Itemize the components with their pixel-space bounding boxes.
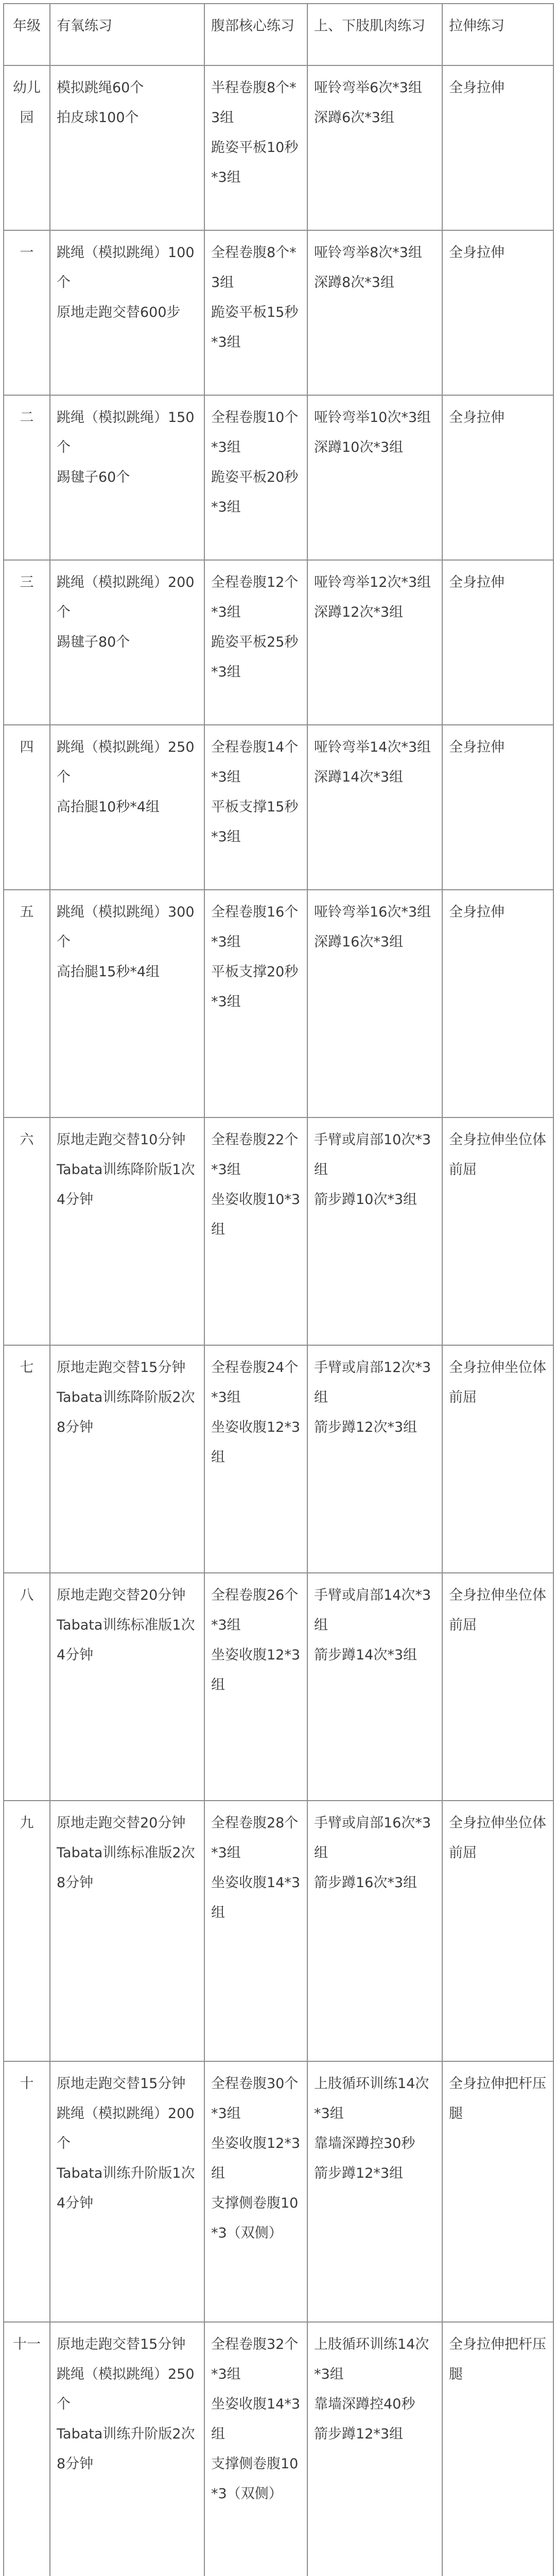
cell-line: 上肢循环训练14次*3组 (314, 2336, 429, 2382)
limb-cell (307, 2061, 442, 2322)
header-aerobic: 有氧练习 (50, 4, 204, 65)
cell-line: 全身拉伸坐位体前屈 (449, 1815, 546, 1861)
cell-line: 靠墙深蹲控40秒 (314, 2396, 415, 2412)
cell-line: 支撑侧卷腹10*3（双侧） (211, 2195, 299, 2241)
limb-cell (307, 890, 442, 1117)
table-row (4, 1801, 553, 2061)
stretch-cell (442, 230, 553, 395)
core-cell (204, 1573, 307, 1801)
limb-cell (307, 1573, 442, 1801)
aerobic-cell (50, 890, 204, 1117)
cell-line: 跳绳（模拟跳绳）100个 (57, 245, 195, 291)
cell-line: 全程卷腹24个*3组 (211, 1360, 299, 1405)
cell-line: 平板支撑15秒*3组 (211, 799, 299, 845)
table-row (4, 1117, 553, 1345)
header-core: 腹部核心练习 (204, 4, 307, 65)
cell-line: 靠墙深蹲控30秒 (314, 2136, 415, 2151)
cell-line: 全程卷腹14个*3组 (211, 739, 299, 785)
cell-line: 坐姿收腹14*3组 (211, 1875, 301, 1921)
aerobic-cell (50, 2322, 204, 2576)
cell-line: 九 (20, 1815, 34, 1831)
limb-cell (307, 230, 442, 395)
grade-cell (4, 395, 50, 560)
cell-line: 全程卷腹28个*3组 (211, 1815, 299, 1861)
cell-line: 十 (20, 2076, 34, 2092)
exercise-table (3, 3, 554, 2576)
stretch-cell (442, 890, 553, 1117)
header-limb: 上、下肢肌肉练习 (307, 4, 442, 65)
cell-line: 全程卷腹30个*3组 (211, 2076, 299, 2122)
cell-line: 全身拉伸把杆压腿 (449, 2076, 546, 2122)
cell-line: 二 (20, 410, 34, 426)
cell-line: 全身拉伸 (449, 739, 505, 755)
cell-line: 跳绳（模拟跳绳）250个 (57, 2366, 195, 2412)
cell-line: 跪姿平板15秒*3组 (211, 304, 299, 350)
cell-line: 哑铃弯举8次*3组 (314, 245, 422, 261)
core-cell (204, 1345, 307, 1573)
grade-cell (4, 725, 50, 890)
cell-line: 坐姿收腹12*3组 (211, 1647, 301, 1693)
cell-line: 哑铃弯举14次*3组 (314, 739, 431, 755)
core-cell (204, 1117, 307, 1345)
cell-line: 坐姿收腹12*3组 (211, 1419, 301, 1465)
cell-line: 哑铃弯举16次*3组 (314, 904, 431, 920)
cell-line: 全程卷腹16个*3组 (211, 904, 299, 950)
stretch-cell (442, 1117, 553, 1345)
aerobic-cell (50, 560, 204, 725)
cell-line: 箭步蹲14次*3组 (314, 1647, 418, 1663)
cell-line: 原地走跑交替600步 (57, 304, 181, 320)
aerobic-cell (50, 725, 204, 890)
limb-cell (307, 1345, 442, 1573)
cell-line: 全身拉伸 (449, 245, 505, 261)
stretch-cell (442, 1801, 553, 2061)
cell-line: 全身拉伸坐位体前屈 (449, 1587, 546, 1633)
cell-line: 四 (20, 739, 34, 755)
table-row (4, 230, 553, 395)
cell-line: 高抬腿10秒*4组 (57, 799, 160, 815)
limb-cell (307, 65, 442, 230)
cell-line: 跳绳（模拟跳绳）200个 (57, 2106, 195, 2151)
cell-line: 全身拉伸把杆压腿 (449, 2336, 546, 2382)
cell-line: 五 (20, 904, 34, 920)
cell-line: 深蹲12次*3组 (314, 604, 404, 620)
aerobic-cell (50, 1345, 204, 1573)
cell-line: 坐姿收腹14*3组 (211, 2396, 301, 2442)
cell-line: 三 (20, 574, 34, 590)
grade-cell (4, 1345, 50, 1573)
cell-line: 手臂或肩部16次*3组 (314, 1815, 431, 1861)
cell-line: 哑铃弯举6次*3组 (314, 80, 422, 96)
core-cell (204, 890, 307, 1117)
cell-line: 原地走跑交替15分钟 (57, 2076, 186, 2092)
table-row (4, 890, 553, 1117)
stretch-cell (442, 2322, 553, 2576)
cell-line: 原地走跑交替15分钟 (57, 1360, 186, 1376)
cell-line: 哑铃弯举10次*3组 (314, 410, 431, 426)
stretch-cell (442, 65, 553, 230)
cell-line: 跪姿平板25秒*3组 (211, 634, 299, 680)
cell-line: 手臂或肩部12次*3组 (314, 1360, 431, 1405)
table-row (4, 2322, 553, 2576)
grade-cell (4, 1117, 50, 1345)
cell-line: 全身拉伸坐位体前屈 (449, 1132, 546, 1178)
cell-line: 模拟跳绳60个 (57, 80, 144, 96)
limb-cell (307, 725, 442, 890)
grade-cell (4, 230, 50, 395)
grade-cell (4, 2061, 50, 2322)
cell-line: 支撑侧卷腹10*3（双侧） (211, 2456, 299, 2502)
cell-line: 拍皮球100个 (57, 110, 139, 126)
cell-line: 原地走跑交替10分钟 (57, 1132, 186, 1148)
table-row (4, 1573, 553, 1801)
header-row (4, 4, 553, 65)
header-grade: 年级 (4, 4, 50, 65)
limb-cell (307, 1117, 442, 1345)
cell-line: 全程卷腹8个*3组 (211, 245, 297, 291)
cell-line: 踢毽子80个 (57, 634, 130, 650)
cell-line: 原地走跑交替20分钟 (57, 1587, 186, 1603)
stretch-cell (442, 725, 553, 890)
cell-line: 坐姿收腹12*3组 (211, 2136, 301, 2181)
table-row (4, 560, 553, 725)
cell-line: Tabata训练升阶版2次8分钟 (57, 2426, 195, 2472)
stretch-cell (442, 395, 553, 560)
grade-cell (4, 1573, 50, 1801)
cell-line: 全程卷腹22个*3组 (211, 1132, 299, 1178)
cell-line: 跪姿平板20秒*3组 (211, 469, 299, 515)
cell-line: 踢毽子60个 (57, 469, 130, 485)
table-row (4, 395, 553, 560)
aerobic-cell (50, 1801, 204, 2061)
table-row (4, 1345, 553, 1573)
core-cell (204, 2061, 307, 2322)
cell-line: 六 (20, 1132, 34, 1148)
cell-line: 跳绳（模拟跳绳）150个 (57, 410, 195, 455)
limb-cell (307, 2322, 442, 2576)
cell-line: 平板支撑20秒*3组 (211, 964, 299, 1010)
limb-cell (307, 560, 442, 725)
cell-line: 深蹲10次*3组 (314, 439, 404, 455)
cell-line: 高抬腿15秒*4组 (57, 964, 160, 980)
cell-line: 全身拉伸 (449, 574, 505, 590)
cell-line: 坐姿收腹10*3组 (211, 1192, 301, 1238)
cell-line: Tabata训练降阶版2次8分钟 (57, 1389, 195, 1435)
table-row (4, 725, 553, 890)
cell-line: Tabata训练降阶版1次4分钟 (57, 1162, 195, 1208)
cell-line: 箭步蹲12*3组 (314, 2165, 404, 2181)
core-cell (204, 65, 307, 230)
aerobic-cell (50, 65, 204, 230)
grade-cell (4, 2322, 50, 2576)
limb-cell (307, 395, 442, 560)
cell-line: 深蹲14次*3组 (314, 769, 404, 785)
grade-cell (4, 560, 50, 725)
stretch-cell (442, 1573, 553, 1801)
cell-line: 哑铃弯举12次*3组 (314, 574, 431, 590)
cell-line: 全程卷腹10个*3组 (211, 410, 299, 455)
cell-line: Tabata训练标准版1次4分钟 (57, 1617, 195, 1663)
cell-line: 半程卷腹8个*3组 (211, 80, 297, 126)
cell-line: 十一 (13, 2336, 41, 2352)
core-cell (204, 560, 307, 725)
cell-line: 全程卷腹12个*3组 (211, 574, 299, 620)
cell-line: 八 (20, 1587, 34, 1603)
cell-line: 原地走跑交替15分钟 (57, 2336, 186, 2352)
aerobic-cell (50, 1573, 204, 1801)
cell-line: 上肢循环训练14次*3组 (314, 2076, 429, 2122)
cell-line: 原地走跑交替20分钟 (57, 1815, 186, 1831)
cell-line: Tabata训练标准版2次8分钟 (57, 1845, 195, 1891)
stretch-cell (442, 1345, 553, 1573)
cell-line: 手臂或肩部10次*3组 (314, 1132, 431, 1178)
core-cell (204, 725, 307, 890)
aerobic-cell (50, 230, 204, 395)
core-cell (204, 1801, 307, 2061)
cell-line: 全身拉伸 (449, 410, 505, 426)
stretch-cell (442, 560, 553, 725)
cell-line: 箭步蹲10次*3组 (314, 1192, 418, 1208)
stretch-cell (442, 2061, 553, 2322)
cell-line: 全程卷腹32个*3组 (211, 2336, 299, 2382)
limb-cell (307, 1801, 442, 2061)
cell-line: 跳绳（模拟跳绳）300个 (57, 904, 195, 950)
table-row (4, 2061, 553, 2322)
cell-line: 全身拉伸 (449, 80, 505, 96)
cell-line: 跪姿平板10秒*3组 (211, 140, 299, 185)
cell-line: 全程卷腹26个*3组 (211, 1587, 299, 1633)
core-cell (204, 230, 307, 395)
core-cell (204, 2322, 307, 2576)
cell-line: 箭步蹲12*3组 (314, 2426, 404, 2442)
cell-line: 箭步蹲16次*3组 (314, 1875, 418, 1891)
core-cell (204, 395, 307, 560)
cell-line: 七 (20, 1360, 34, 1376)
header-stretch: 拉伸练习 (442, 4, 553, 65)
grade-cell (4, 65, 50, 230)
cell-line: Tabata训练升阶版1次4分钟 (57, 2165, 195, 2211)
aerobic-cell (50, 2061, 204, 2322)
grade-cell (4, 1801, 50, 2061)
cell-line: 全身拉伸 (449, 904, 505, 920)
aerobic-cell (50, 395, 204, 560)
grade-cell (4, 890, 50, 1117)
cell-line: 跳绳（模拟跳绳）250个 (57, 739, 195, 785)
cell-line: 跳绳（模拟跳绳）200个 (57, 574, 195, 620)
cell-line: 箭步蹲12次*3组 (314, 1419, 418, 1435)
table-row (4, 65, 553, 230)
cell-line: 一 (20, 245, 34, 261)
cell-line: 全身拉伸坐位体前屈 (449, 1360, 546, 1405)
aerobic-cell (50, 1117, 204, 1345)
cell-line: 深蹲8次*3组 (314, 275, 394, 291)
cell-line: 幼儿园 (13, 80, 41, 126)
cell-line: 深蹲16次*3组 (314, 934, 404, 950)
cell-line: 手臂或肩部14次*3组 (314, 1587, 431, 1633)
cell-line: 深蹲6次*3组 (314, 110, 394, 126)
